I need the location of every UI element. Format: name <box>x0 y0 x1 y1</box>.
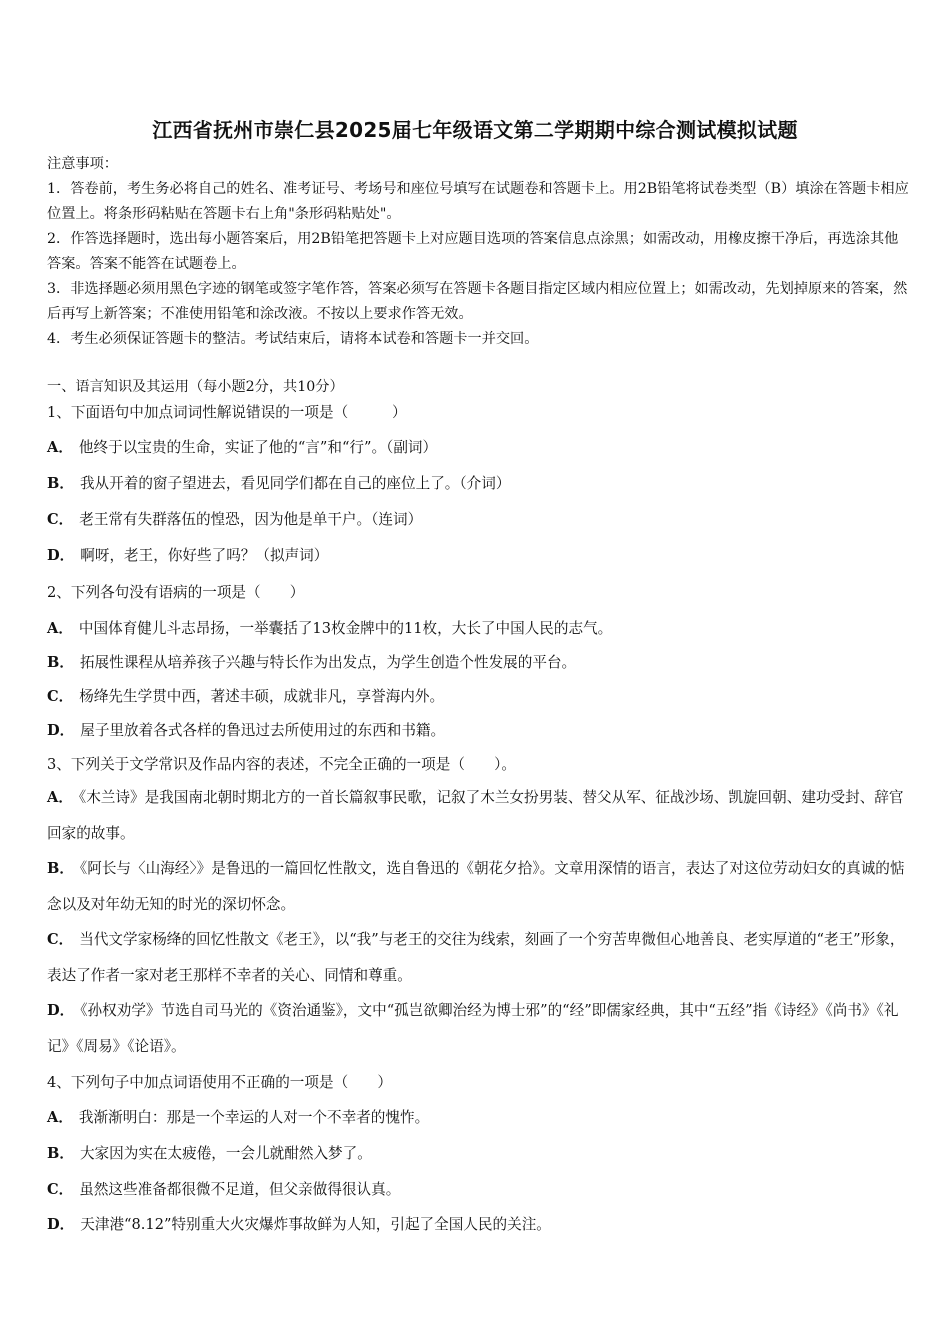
question-4-stem: 4、下列句子中加点词语使用不正确的一项是（ ） <box>47 1074 392 1091</box>
option-label: B． <box>47 654 74 671</box>
option-text: 老王常有失群落伍的惶恐，因为他是单干户。（连词） <box>79 511 423 528</box>
option-text: 《孙权劝学》节选自司马光的《资治通鉴》，文中“孤岂欲卿治经为博士邪”的“经”即儒家经典，其中“五经”指《诗经》《尚书》《礼记》《周易》《论语》。 <box>47 1002 899 1055</box>
option-text: 《木兰诗》是我国南北朝时期北方的一首长篇叙事民歌，记叙了木兰女扮男装、替父从军、征战沙场、凯旋回朝、建功受封、辞官回家的故事。 <box>47 789 904 842</box>
question-3-option-d <box>47 993 909 1065</box>
option-text: 虽然这些准备都很微不足道，但父亲做得很认真。 <box>79 1181 401 1198</box>
question-2-option-c <box>47 685 909 706</box>
question-3-stem: 3、下列关于文学常识及作品内容的表述，不完全正确的一项是（ ）。 <box>47 756 516 773</box>
notice-item: 3．非选择题必须用黑色字迹的钢笔或签字笔作答，答案必须写在答题卡各题目指定区域内相应位置上；如需改动，先划掉原来的答案，然后再写上新答案；不准使用铅笔和涂改液。不按以上要求作答无效。 <box>47 281 908 322</box>
option-text: 当代文学家杨绛的回忆性散文《老王》，以“我”与老王的交往为线索，刻画了一个穷苦卑微但心地善良、老实厚道的“老王”形象，表达了作者一家对老王那样不幸者的关心、同情和尊重。 <box>47 931 905 984</box>
question-2-option-a <box>47 617 909 638</box>
option-text: 《阿长与〈山海经〉》是鲁迅的一篇回忆性散文，选自鲁迅的《朝花夕拾》。文章用深情的语言，表达了对这位劳动妇女的真诚的惦念以及对年幼无知的时光的深切怀念。 <box>47 860 905 913</box>
option-text: 我从开着的窗子望进去，看见同学们都在自己的座位上了。（介词） <box>79 475 511 492</box>
question-2-option-d <box>47 719 909 740</box>
option-label: C． <box>47 1181 74 1198</box>
option-label: D． <box>47 1216 75 1233</box>
option-text: 屋子里放着各式各样的鲁迅过去所使用过的东西和书籍。 <box>80 722 446 739</box>
option-label: C． <box>47 511 74 528</box>
option-text: 中国体育健儿斗志昂扬，一举囊括了13枚金牌中的11枚，大长了中国人民的志气。 <box>78 620 613 637</box>
option-text: 啊呀，老王，你好些了吗？（拟声词） <box>80 547 329 564</box>
option-label: B． <box>47 860 74 877</box>
section-heading: 一、语言知识及其运用（每小题2分，共10分） <box>47 379 344 395</box>
question-3-option-c <box>47 922 909 994</box>
question-3-option-b <box>47 851 909 923</box>
option-label: D． <box>47 722 75 739</box>
notice-item: 1．答卷前，考生务必将自己的姓名、准考证号、考场号和座位号填写在试题卷和答题卡上。用2B铅笔将试卷类型（B）填涂在答题卡相应位置上。将条形码粘贴在答题卡右上角"条形码粘贴处"。 <box>47 181 909 222</box>
question-2-stem: 2、下列各句没有语病的一项是（ ） <box>47 584 305 601</box>
option-text: 他终于以宝贵的生命，实证了他的“言”和“行”。（副词） <box>78 439 438 456</box>
page-title: 江西省抚州市崇仁县2025届七年级语文第二学期期中综合测试模拟试题 <box>152 118 798 142</box>
option-label: B． <box>47 1145 74 1162</box>
option-label: C． <box>47 688 74 705</box>
question-4-option-d <box>47 1213 909 1234</box>
option-label: D． <box>47 1002 75 1019</box>
question-1-option-a <box>47 436 909 457</box>
question-2-option-b <box>47 651 909 672</box>
question-4-option-b <box>47 1142 909 1163</box>
question-4-option-c <box>47 1178 909 1199</box>
question-1-option-c <box>47 508 909 529</box>
question-1-stem: 1、下面语句中加点词词性解说错误的一项是（ ） <box>47 404 407 421</box>
notice-item: 2．作答选择题时，选出每小题答案后，用2B铅笔把答题卡上对应题目选项的答案信息点涂黑；如需改动，用橡皮擦干净后，再选涂其他答案。答案不能答在试题卷上。 <box>47 231 899 272</box>
option-label: A． <box>47 439 73 456</box>
option-text: 拓展性课程从培养孩子兴趣与特长作为出发点，为学生创造个性发展的平台。 <box>79 654 577 671</box>
notice-item: 4．考生必须保证答题卡的整洁。考试结束后，请将本试卷和答题卡一并交回。 <box>47 331 539 347</box>
option-label: B． <box>47 475 74 492</box>
option-label: C． <box>47 931 74 948</box>
notice-heading: 注意事项： <box>47 156 118 172</box>
question-4-option-a <box>47 1106 909 1127</box>
option-label: A． <box>47 789 73 806</box>
question-3-option-a <box>47 780 909 852</box>
option-text: 我渐渐明白：那是一个幸运的人对一个不幸者的愧怍。 <box>78 1109 430 1126</box>
option-text: 天津港“8.12”特别重大火灾爆炸事故鲜为人知，引起了全国人民的关注。 <box>80 1216 551 1233</box>
option-label: D． <box>47 547 75 564</box>
option-text: 大家因为实在太疲倦，一会儿就酣然入梦了。 <box>79 1145 372 1162</box>
option-text: 杨绛先生学贯中西，著述丰硕，成就非凡，享誉海内外。 <box>79 688 445 705</box>
question-1-option-d <box>47 544 909 565</box>
option-label: A． <box>47 1109 73 1126</box>
option-label: A． <box>47 620 73 637</box>
notice-block <box>47 152 909 352</box>
question-1-option-b <box>47 472 909 493</box>
